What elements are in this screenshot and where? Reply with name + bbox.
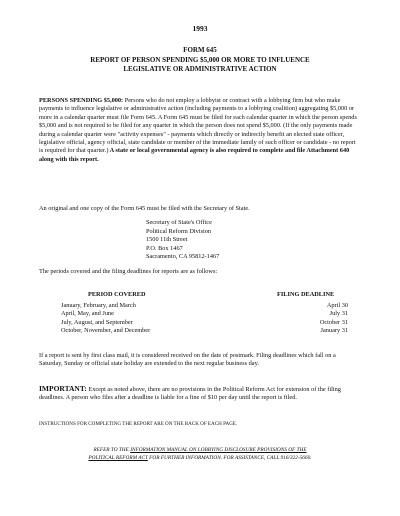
deadline-column — [288, 302, 348, 335]
address-line: P.O. Box 1467 — [146, 244, 183, 252]
form-title-line-2: LEGISLATIVE OR ADMINISTRATIVE ACTION — [123, 65, 277, 73]
form-title — [0, 56, 400, 74]
address-line: Political Reform Division — [146, 227, 212, 235]
reference-text: REFER TO THE — [93, 447, 131, 453]
form-year: 1993 — [192, 24, 208, 33]
period-cell: January, February, and March — [61, 302, 136, 309]
important-lead: IMPORTANT: — [39, 384, 87, 393]
form-title-line-1: REPORT OF PERSON SPENDING $5,000 OR MORE TO INFLUENCE — [90, 56, 310, 64]
deadline-cell: October 31 — [319, 318, 348, 326]
period-column — [61, 302, 150, 335]
address-line: 1500 11th Street — [146, 236, 188, 243]
instructions-note: INSTRUCTIONS FOR COMPLETING THE REPORT ARE ON THE BACK OF EACH PAGE. — [39, 421, 238, 427]
mailing-address — [146, 219, 219, 262]
important-paragraph — [39, 385, 359, 403]
postmark-note: If a report is sent by first class mail, it is considered received on the date of postmark. Filing deadlines which fall on a Saturday, Sunday or official state holiday are extended to the next regular business day. — [39, 352, 336, 368]
intro-paragraph — [39, 97, 359, 164]
manual-link: INFORMATION MANUAL ON LOBBYING DISCLOSURE PROVISIONS OF THE — [130, 447, 307, 453]
period-column-header: PERIOD COVERED — [88, 291, 146, 298]
deadline-cell: April 30 — [326, 302, 348, 309]
deadline-column-header: FILING DEADLINE — [277, 291, 335, 298]
address-line: Secretary of State's Office — [146, 219, 212, 226]
reference-text-tail: FOR FURTHER INFORMATION. FOR ASSISTANCE, CALL 916/322-5660. — [147, 455, 312, 462]
deadline-cell: January 31 — [320, 326, 348, 334]
reference-note — [40, 446, 360, 463]
important-body: Except as noted above, there are no provisions in the Political Reform Act for extension of the filing deadlines. A person who files after a deadline is liable for a fine of $10 per day until the report is filed. — [39, 386, 341, 402]
periods-intro: The periods covered and the filing deadlines for reports are as follows: — [39, 268, 218, 275]
act-link: POLITICAL REFORM ACT — [88, 455, 148, 462]
intro-lead: PERSONS SPENDING $5,000: — [39, 97, 124, 104]
period-cell: July, August, and September — [61, 318, 133, 326]
intro-body: Persons who do not employ a lobbyist or contract with a lobbying firm but who make payments to influence legislative or administrative action (including payments to a lobbying coalition) aggregating $5,000 or more in a calendar quarter must file Form 645. A Form 645 must be filed for each calendar quarter in which the person spends $5,000 and is not required to be filed for any quarter in which the person does not spend $5,000. (If the only payments made during a calendar quarter were "activity expenses" - payments which directly or indirectly benefit an elected state officer, legislative official, agency official, state candidate or member of the immediate family of such officer or candidate - no report is required for that quarter.) — [39, 97, 357, 155]
intro-bold-tail: A state or local governmental agency is also required to complete and file Attachment 640 along with this report. — [39, 147, 350, 163]
filing-note: An original and one copy of the Form 645 must be filed with the Secretary of State. — [39, 205, 250, 212]
period-cell: October, November, and December — [61, 326, 151, 334]
form-number: FORM 645 — [183, 46, 217, 54]
deadline-cell: July 31 — [329, 310, 348, 318]
period-cell: April, May, and June — [61, 310, 114, 318]
address-line: Sacramento, CA 95812-1467 — [146, 253, 220, 260]
